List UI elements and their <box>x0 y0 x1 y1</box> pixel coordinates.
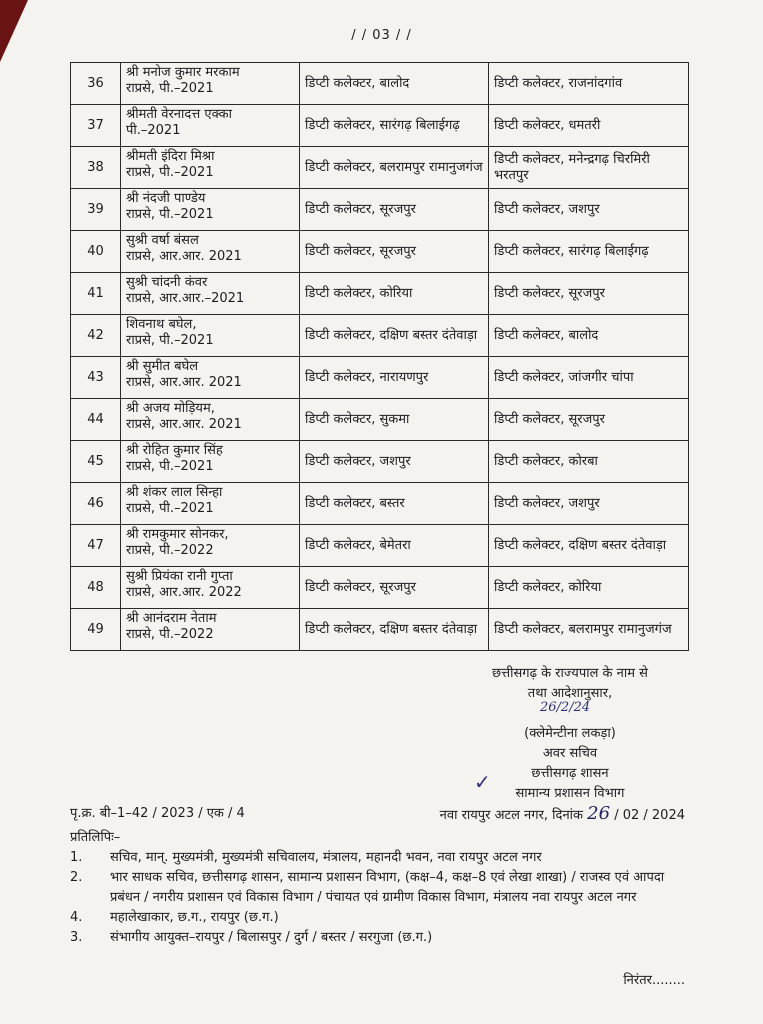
serial-number-cell: 49 <box>71 609 121 651</box>
copy-item <box>70 908 690 928</box>
officer-cell <box>121 609 300 651</box>
table-row <box>71 315 689 357</box>
table-row <box>71 147 689 189</box>
officer-cell <box>121 483 300 525</box>
new-posting-cell: डिप्टी कलेक्टर, जशपुर <box>489 483 689 525</box>
place-date-prefix: नवा रायपुर अटल नगर, दिनांक <box>439 808 584 823</box>
table-row <box>71 357 689 399</box>
officer-cell <box>121 189 300 231</box>
officer-batch: राप्रसे, पी.–2022 <box>126 627 214 642</box>
copy-heading: प्रतिलिपिः– <box>70 830 121 845</box>
serial-number-cell: 38 <box>71 147 121 189</box>
officer-cell <box>121 525 300 567</box>
serial-number-cell: 41 <box>71 273 121 315</box>
copy-item-number: 2. <box>70 870 83 885</box>
continued-label: निरंतर........ <box>623 973 685 988</box>
current-posting-cell: डिप्टी कलेक्टर, दक्षिण बस्तर दंतेवाड़ा <box>300 609 489 651</box>
current-posting-cell: डिप्टी कलेक्टर, सूरजपुर <box>300 231 489 273</box>
copy-item-number: 1. <box>70 850 83 865</box>
officer-name: सुश्री वर्षा बंसल <box>126 233 199 248</box>
transfer-table <box>70 62 689 651</box>
current-posting-cell: डिप्टी कलेक्टर, सूरजपुर <box>300 567 489 609</box>
officer-batch: राप्रसे, आर.आर. 2022 <box>126 585 242 600</box>
officer-name: सुश्री चांदनी कंवर <box>126 275 208 290</box>
serial-number-cell: 37 <box>71 105 121 147</box>
signatory-government: छत्तीसगढ़ शासन <box>531 766 609 781</box>
officer-name: श्रीमती इंदिरा मिश्रा <box>126 149 215 164</box>
current-posting-cell: डिप्टी कलेक्टर, दक्षिण बस्तर दंतेवाड़ा <box>300 315 489 357</box>
copy-item-text: महालेखाकार, छ.ग., रायपुर (छ.ग.) <box>110 910 279 925</box>
signatory-name: (क्लेमेन्टीना लकड़ा) <box>524 726 616 741</box>
new-posting-cell: डिप्टी कलेक्टर, सूरजपुर <box>489 399 689 441</box>
officer-batch: राप्रसे, पी.–2021 <box>126 333 214 348</box>
serial-number-cell: 48 <box>71 567 121 609</box>
new-posting-cell: डिप्टी कलेक्टर, सारंगढ़ बिलाईगढ़ <box>489 231 689 273</box>
serial-number-cell: 39 <box>71 189 121 231</box>
officer-batch: राप्रसे, पी.–2021 <box>126 207 214 222</box>
current-posting-cell: डिप्टी कलेक्टर, नारायणपुर <box>300 357 489 399</box>
table-row <box>71 399 689 441</box>
new-posting-cell: डिप्टी कलेक्टर, जशपुर <box>489 189 689 231</box>
copy-item <box>70 848 690 868</box>
new-posting-cell: डिप्टी कलेक्टर, धमतरी <box>489 105 689 147</box>
serial-number-cell: 42 <box>71 315 121 357</box>
table-row <box>71 231 689 273</box>
serial-number-cell: 46 <box>71 483 121 525</box>
serial-number-cell: 36 <box>71 63 121 105</box>
table-row <box>71 273 689 315</box>
officer-batch: राप्रसे, पी.–2021 <box>126 501 214 516</box>
serial-number-cell: 45 <box>71 441 121 483</box>
signatory-department: सामान्य प्रशासन विभाग <box>515 786 625 801</box>
officer-name: श्री रामकुमार सोनकर, <box>126 527 229 542</box>
new-posting-cell: डिप्टी कलेक्टर, दक्षिण बस्तर दंतेवाड़ा <box>489 525 689 567</box>
officer-cell <box>121 105 300 147</box>
transfer-table-body <box>71 63 689 651</box>
officer-name: श्री मनोज कुमार मरकाम <box>126 65 240 80</box>
current-posting-cell: डिप्टी कलेक्टर, कोरिया <box>300 273 489 315</box>
officer-name: श्री अजय मोड़ियम, <box>126 401 215 416</box>
month-year: / 02 / 2024 <box>614 808 685 823</box>
copy-item-number: 3. <box>70 930 83 945</box>
officer-batch: राप्रसे, पी.–2022 <box>126 543 214 558</box>
new-posting-cell: डिप्टी कलेक्टर, कोरिया <box>489 567 689 609</box>
officer-cell <box>121 315 300 357</box>
table-row <box>71 441 689 483</box>
officer-cell <box>121 147 300 189</box>
table-row <box>71 63 689 105</box>
handwritten-day: 26 <box>587 803 611 824</box>
officer-batch: राप्रसे, पी.–2021 <box>126 459 214 474</box>
table-row <box>71 525 689 567</box>
place-and-date <box>440 803 685 824</box>
copy-item-text: सचिव, मान्. मुख्यमंत्री, मुख्यमंत्री सचिवालय, मंत्रालय, महानदी भवन, नवा रायपुर अटल नगर <box>110 850 542 865</box>
current-posting-cell: डिप्टी कलेक्टर, जशपुर <box>300 441 489 483</box>
current-posting-cell: डिप्टी कलेक्टर, बालोद <box>300 63 489 105</box>
copy-item <box>70 868 690 908</box>
officer-cell <box>121 231 300 273</box>
serial-number-cell: 44 <box>71 399 121 441</box>
officer-name: श्री नंदजी पाण्डेय <box>126 191 206 206</box>
table-row <box>71 483 689 525</box>
handwritten-date: 26/2/24 <box>540 700 591 715</box>
current-posting-cell: डिप्टी कलेक्टर, बेमेतरा <box>300 525 489 567</box>
officer-batch: राप्रसे, आर.आर. 2021 <box>126 375 242 390</box>
serial-number-cell: 47 <box>71 525 121 567</box>
officer-name: श्री रोहित कुमार सिंह <box>126 443 223 458</box>
table-row <box>71 105 689 147</box>
current-posting-cell: डिप्टी कलेक्टर, बलरामपुर रामानुजगंज <box>300 147 489 189</box>
table-row <box>71 567 689 609</box>
new-posting-cell: डिप्टी कलेक्टर, जांजगीर चांपा <box>489 357 689 399</box>
copy-item <box>70 928 690 948</box>
serial-number-cell: 43 <box>71 357 121 399</box>
page-number: / / 03 / / <box>351 28 412 43</box>
reference-number: पृ.क्र. बी–1–42 / 2023 / एक / 4 <box>70 806 245 821</box>
current-posting-cell: डिप्टी कलेक्टर, सूरजपुर <box>300 189 489 231</box>
officer-name: श्री सुमीत बघेल <box>126 359 199 374</box>
officer-name: श्री आनंदराम नेताम <box>126 611 217 626</box>
officer-name: शिवनाथ बघेल, <box>126 317 197 332</box>
officer-cell <box>121 399 300 441</box>
signatory-designation: अवर सचिव <box>542 746 598 761</box>
new-posting-cell: डिप्टी कलेक्टर, बालोद <box>489 315 689 357</box>
copy-item-number: 4. <box>70 910 83 925</box>
current-posting-cell: डिप्टी कलेक्टर, सुकमा <box>300 399 489 441</box>
officer-batch: राप्रसे, आर.आर. 2021 <box>126 417 242 432</box>
officer-cell <box>121 63 300 105</box>
officer-cell <box>121 357 300 399</box>
copy-list <box>70 848 690 948</box>
signature-line-2: तथा आदेशानुसार, <box>527 686 613 701</box>
new-posting-cell: डिप्टी कलेक्टर, राजनांदगांव <box>489 63 689 105</box>
copy-item-text: संभागीय आयुक्त–रायपुर / बिलासपुर / दुर्ग / बस्तर / सरगुजा (छ.ग.) <box>110 930 433 945</box>
officer-cell <box>121 567 300 609</box>
current-posting-cell: डिप्टी कलेक्टर, सारंगढ़ बिलाईगढ़ <box>300 105 489 147</box>
officer-batch: राप्रसे, पी.–2021 <box>126 165 214 180</box>
new-posting-cell: डिप्टी कलेक्टर, कोरबा <box>489 441 689 483</box>
officer-name: सुश्री प्रियंका रानी गुप्ता <box>126 569 233 584</box>
copy-item-text: भार साधक सचिव, छत्तीसगढ़ शासन, सामान्य प्रशासन विभाग, (कक्ष–4, कक्ष–8 एवं लेखा शाखा) / राजस्व एवं आपदा प्रबंधन / नगरीय प्रशासन एवं विकास विभाग / पंचायत एवं ग्रामीण विकास विभाग, मंत्रालय नवा रायपुर अटल नगर <box>110 870 665 905</box>
officer-name: श्री शंकर लाल सिन्हा <box>126 485 223 500</box>
officer-batch: राप्रसे, पी.–2021 <box>126 81 214 96</box>
new-posting-cell: डिप्टी कलेक्टर, मनेन्द्रगढ़ चिरमिरी भरतपुर <box>489 147 689 189</box>
table-row <box>71 189 689 231</box>
officer-cell <box>121 441 300 483</box>
officer-name: श्रीमती वेरनादत्त एक्का <box>126 107 233 122</box>
officer-batch: राप्रसे, आर.आर. 2021 <box>126 249 242 264</box>
new-posting-cell: डिप्टी कलेक्टर, बलरामपुर रामानुजगंज <box>489 609 689 651</box>
new-posting-cell: डिप्टी कलेक्टर, सूरजपुर <box>489 273 689 315</box>
current-posting-cell: डिप्टी कलेक्टर, बस्तर <box>300 483 489 525</box>
table-row <box>71 609 689 651</box>
serial-number-cell: 40 <box>71 231 121 273</box>
officer-batch: राप्रसे, आर.आर.–2021 <box>126 291 245 306</box>
officer-batch: पी.–2021 <box>126 123 181 138</box>
officer-cell <box>121 273 300 315</box>
handwritten-tick-mark: ✓ <box>474 770 491 794</box>
signature-line-1: छत्तीसगढ़ के राज्यपाल के नाम से <box>492 666 648 681</box>
